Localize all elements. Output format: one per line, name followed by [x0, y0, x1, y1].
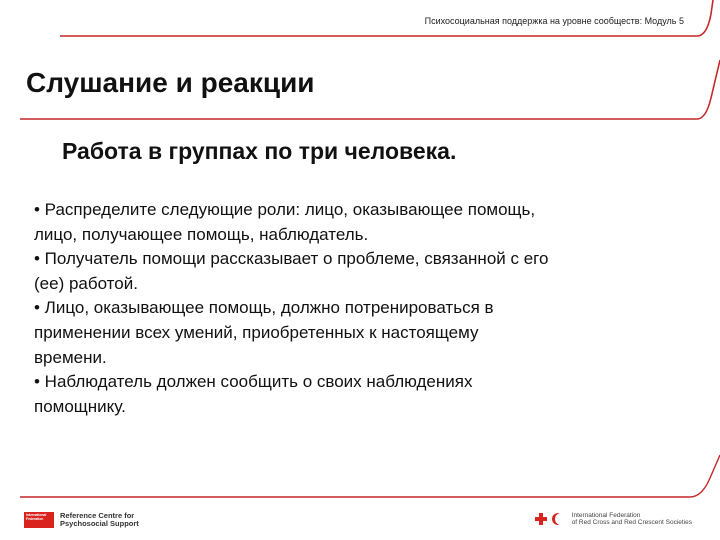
slide-title: Слушание и реакции	[26, 67, 315, 98]
ifrc-text	[572, 512, 692, 526]
ifrc-line1: International Federation	[571, 512, 641, 519]
title-underline-curve	[697, 60, 720, 119]
header-top-curve	[697, 0, 713, 36]
ifrc-logo	[534, 512, 692, 526]
reference-centre-text	[60, 512, 139, 528]
reference-centre-line2: Psychosocial Support	[60, 519, 139, 528]
red-crescent-icon	[555, 513, 567, 525]
bullet-list	[34, 198, 554, 419]
ifrc-emblems	[534, 512, 567, 526]
reference-centre-logo-mark: International Federation	[24, 512, 54, 528]
bullet-item: • Получатель помощи рассказывает о проблеме, связанной с его (ее) работой.	[34, 249, 549, 293]
ifrc-line2: of Red Cross and Red Crescent Societies	[571, 519, 692, 526]
reference-centre-logo	[24, 512, 139, 528]
slide-subtitle: Работа в группах по три человека.	[62, 138, 457, 164]
footer-line-curve	[690, 455, 720, 497]
bullet-item: • Наблюдатель должен сообщить о своих наблюдениях помощнику.	[34, 372, 473, 416]
bullet-item: • Лицо, оказывающее помощь, должно потренироваться в применении всех умений, приобретенных к настоящему времени.	[34, 298, 494, 367]
red-cross-icon	[534, 512, 548, 526]
header-module-text: Психосоциальная поддержка на уровне сообществ: Модуль 5	[424, 16, 684, 26]
reference-centre-line1: Reference Centre for	[60, 511, 135, 520]
bullet-item: • Распределите следующие роли: лицо, оказывающее помощь, лицо, получающее помощь, наблюдатель.	[34, 200, 536, 244]
